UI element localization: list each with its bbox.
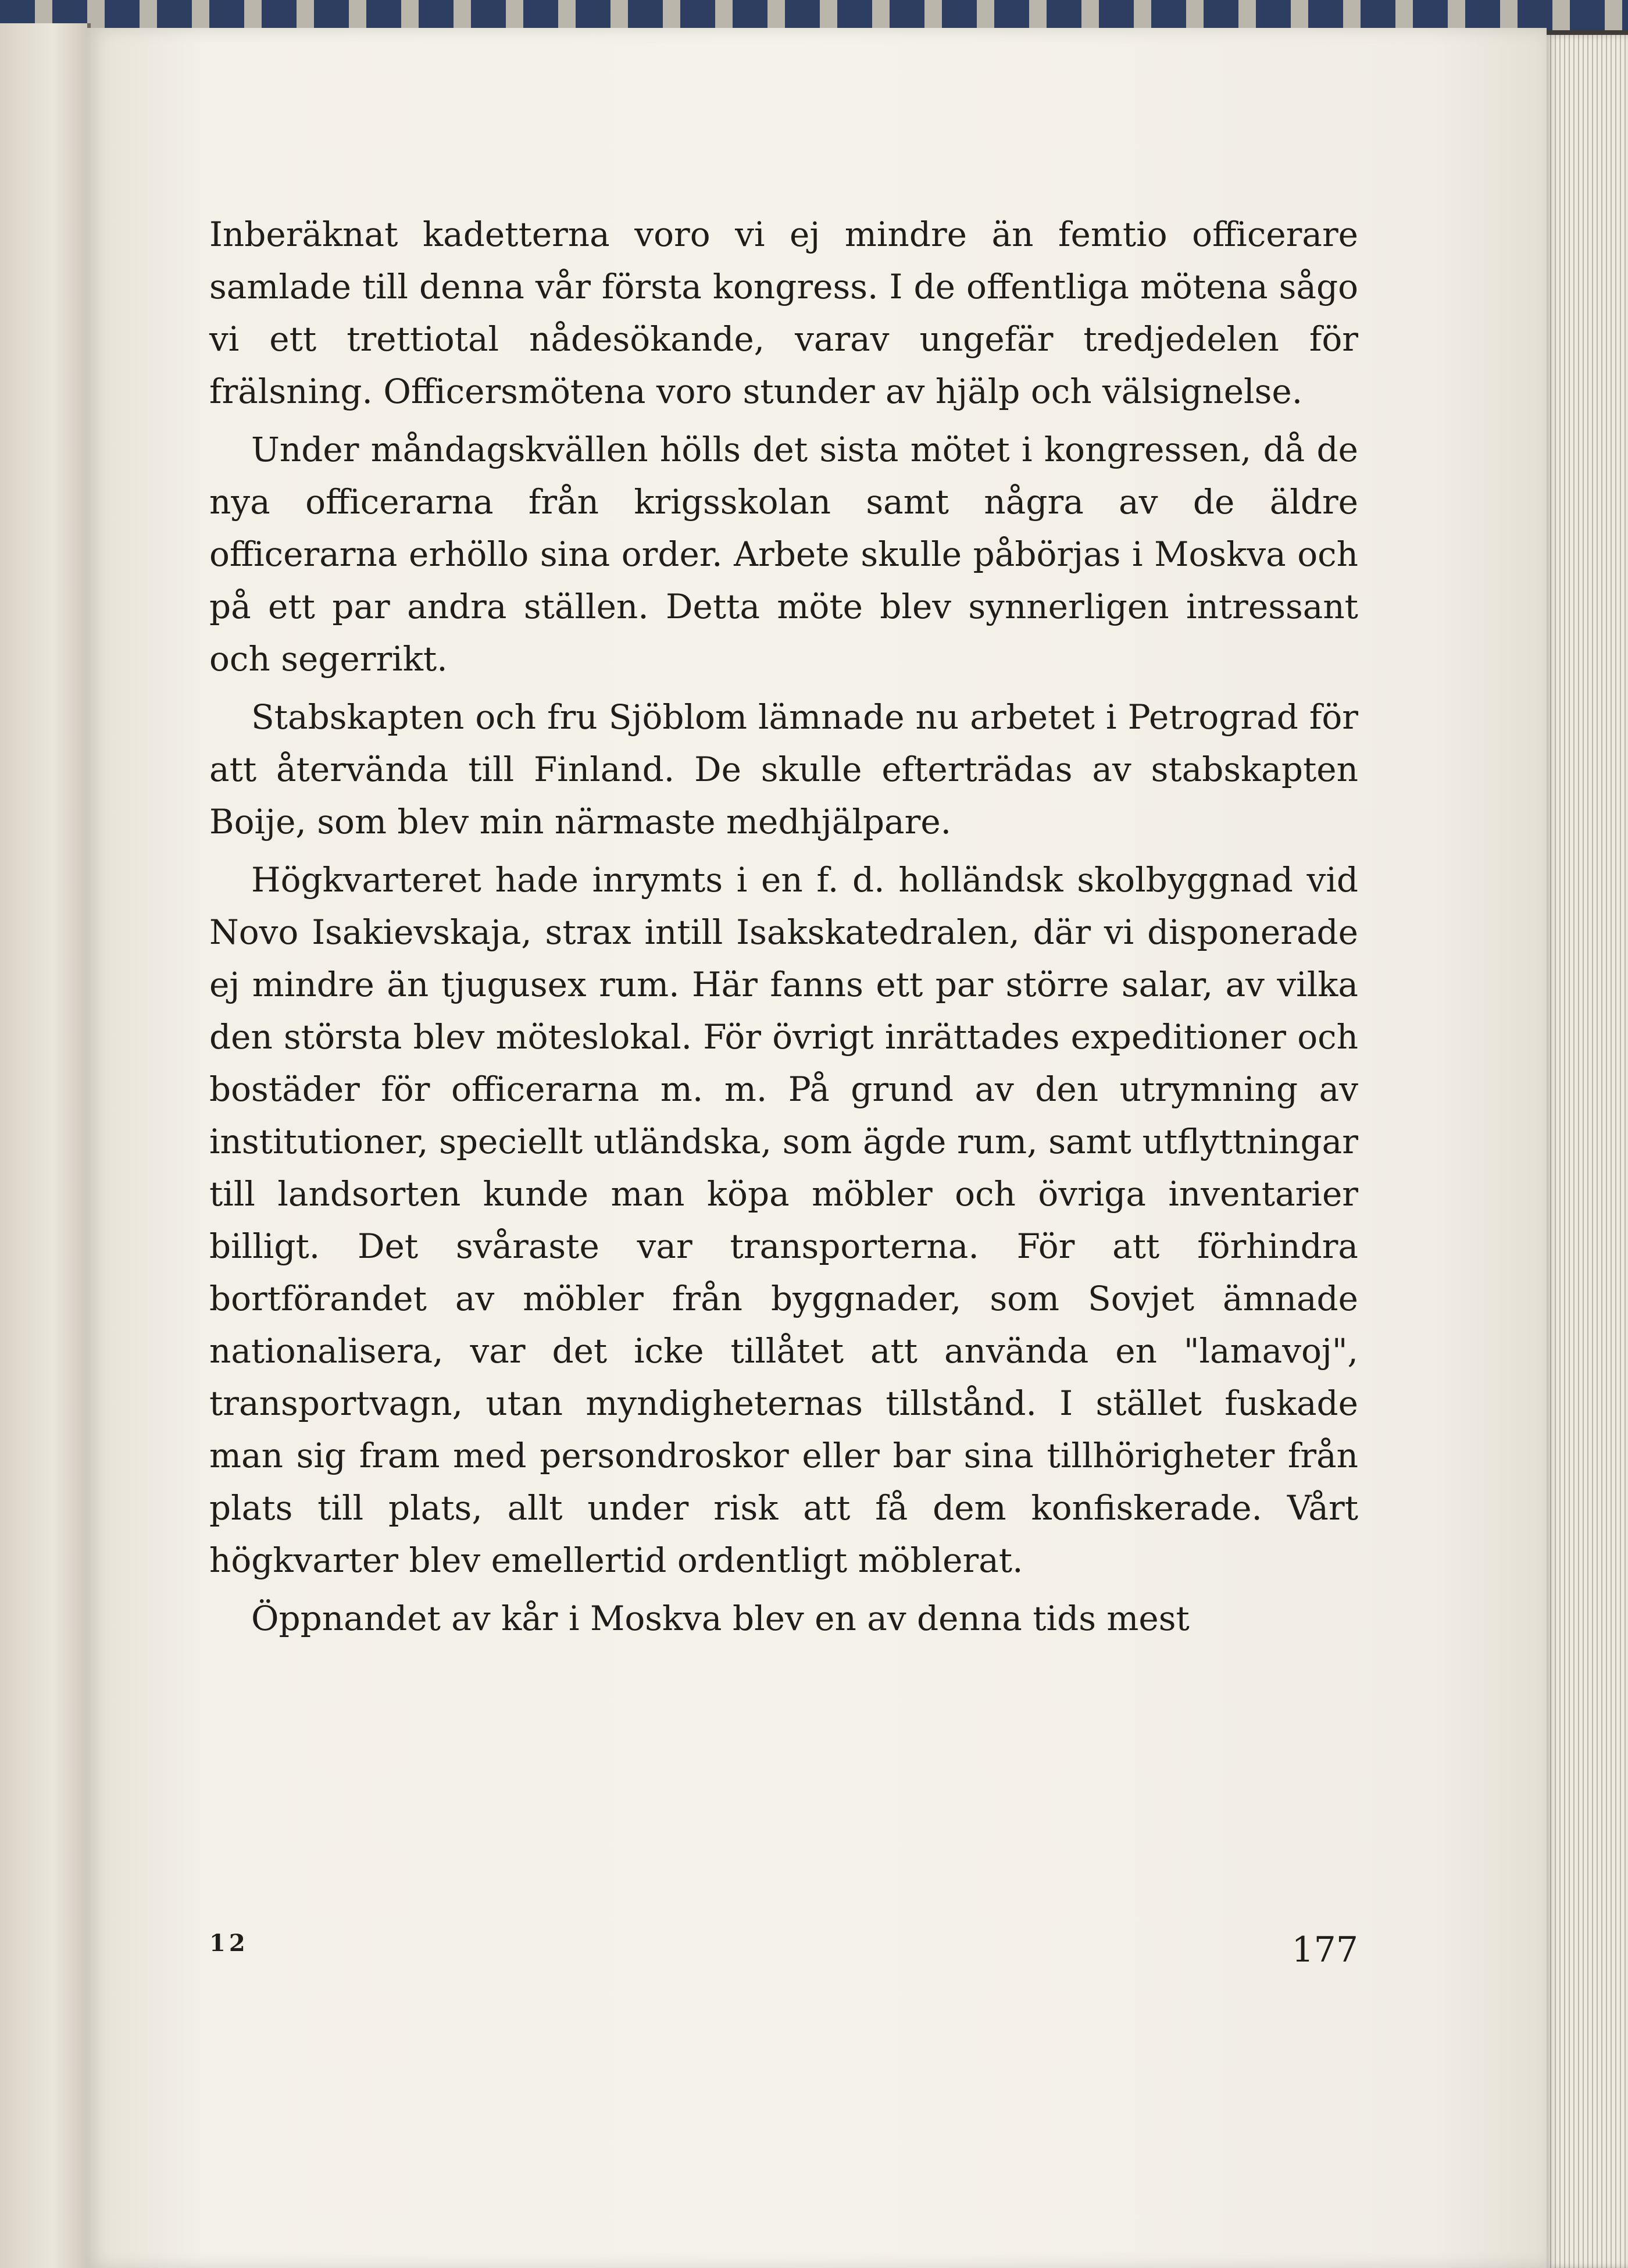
- facing-page-edge: [0, 23, 91, 2268]
- paragraph-2: Under måndagskvällen hölls det sista mötet i kongressen, då de nya officerarna från krigsskolan samt några av de äldre officerarna erhöllo sina order. Arbete skulle påbörjas i Moskva och på ett par andra ställen. Detta möte blev synnerligen intressant och segerrikt.: [209, 430, 1358, 679]
- book-binding-strip: [0, 0, 1628, 30]
- page-number: 177: [1291, 1930, 1358, 1970]
- paragraph-4: Högkvarteret hade inrymts i en f. d. holländsk skolbyggnad vid Novo Isakievskaja, strax intill Isakskatedralen, där vi disponerade ej mindre än tjugusex rum. Här fanns ett par större salar, av vilka den största blev möteslokal. För övrigt inrättades expeditioner och bostäder för officerarna m. m. På grund av den utrymning av institutioner, speciellt utländska, som ägde rum, samt utflyttningar till landsorten kunde man köpa möbler och övriga inventarier billigt. Det svåraste var transporterna. För att förhindra bortförandet av möbler från byggnader, som Sovjet ämnade nationalisera, var det icke tillåtet att använda en "lamavoj", transportvagn, utan myndigheternas tillstånd. I stället fuskade man sig fram med persondroskor eller bar sina tillhörigheter från plats till plats, allt under risk att få dem konfiskerade. Vårt högkvarter blev emellertid ordentligt möblerat.: [209, 860, 1358, 1580]
- paragraph-3: Stabskapten och fru Sjöblom lämnade nu arbetet i Petrograd för att återvända till Finland. De skulle efterträdas av stabskapten Boije, som blev min närmaste medhjälpare.: [209, 697, 1358, 841]
- body-text: [209, 208, 1358, 1650]
- paragraph-5: Öppnandet av kår i Moskva blev en av denna tids mest: [251, 1599, 1190, 1638]
- signature-mark: 12: [209, 1930, 249, 1957]
- book-page: [87, 28, 1547, 2268]
- page-stack-edges: [1547, 35, 1628, 2268]
- paragraph-1: Inberäknat kadetterna voro vi ej mindre än femtio officerare samlade till denna vår första kongress. I de offentliga mötena sågo vi ett trettiotal nådesökande, varav ungefär tredjedelen för frälsning. Officersmötena voro stunder av hjälp och välsignelse.: [209, 215, 1358, 411]
